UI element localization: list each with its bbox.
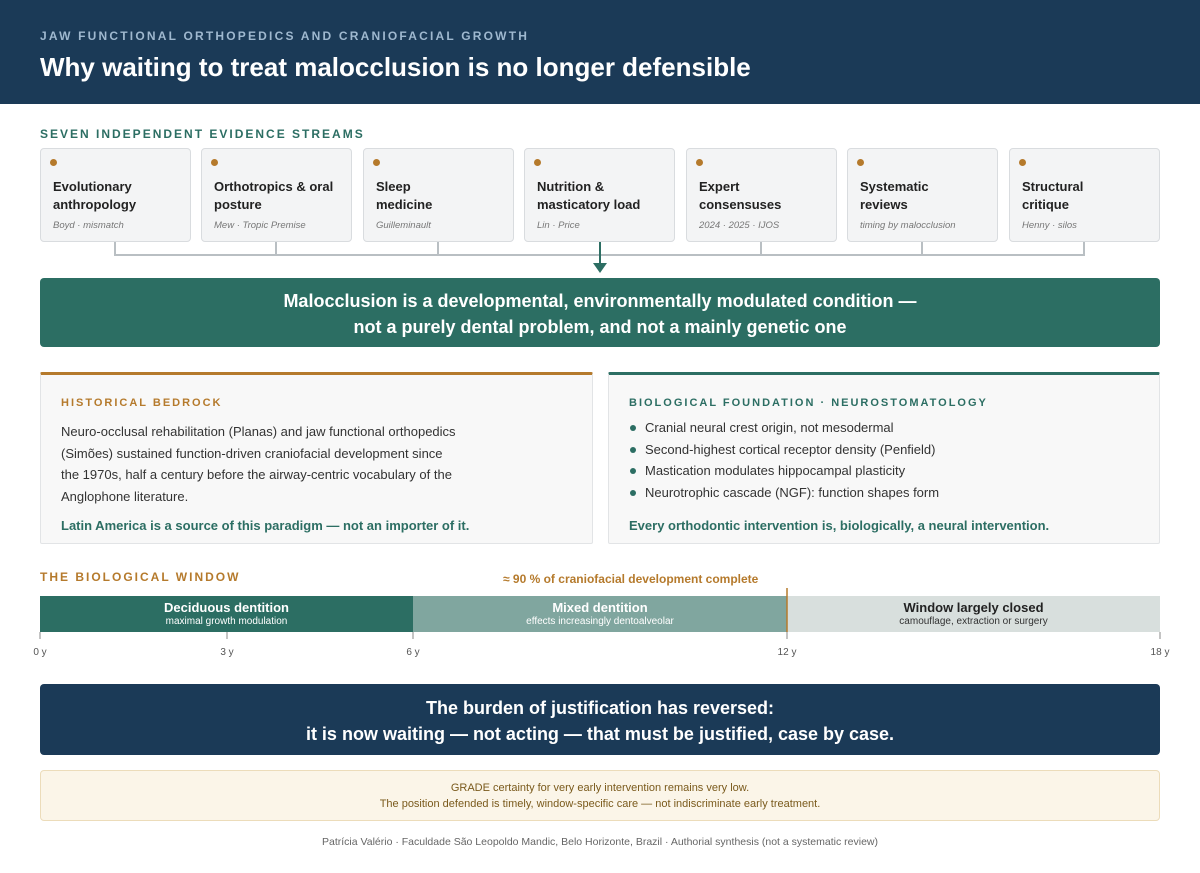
- tick-label: 18 y: [1150, 647, 1170, 658]
- evidence-card-expert-consensuses: [686, 148, 837, 242]
- segment-name: Mixed dentition: [552, 600, 648, 615]
- evidence-card-systematic-reviews: [847, 148, 998, 242]
- biological-emphasis: Every orthodontic intervention is, biologically, a neural intervention.: [629, 518, 1050, 533]
- evidence-card-source: Mew · Tropic Premise: [214, 220, 306, 231]
- bullet-dot-icon: [211, 159, 218, 166]
- evidence-card-source: Lin · Price: [537, 220, 580, 231]
- evidence-card-evolutionary-anthropology: [40, 148, 191, 242]
- evidence-card-source: timing by malocclusion: [860, 220, 956, 231]
- window-section-label: THE BIOLOGICAL WINDOW: [40, 570, 241, 584]
- biological-foundation-panel: [608, 372, 1160, 544]
- evidence-card-structural-critique: [1009, 148, 1160, 242]
- segment-name: Window largely closed: [903, 600, 1044, 615]
- conclusion-line-2: not a purely dental problem, and not a mainly genetic one: [353, 317, 847, 337]
- evidence-card-source: Henny · silos: [1022, 220, 1077, 231]
- evidence-card-title: Nutrition & masticatory load: [537, 179, 641, 212]
- evidence-card-source: Guilleminault: [376, 220, 431, 231]
- down-arrow-icon: [593, 263, 607, 273]
- evidence-connector: [0, 242, 1200, 278]
- segment-description: effects increasingly dentoalveolar: [526, 616, 674, 627]
- list-item: Second-highest cortical receptor density (Penfield): [629, 439, 939, 461]
- bullet-dot-icon: [696, 159, 703, 166]
- conclusion-line-1: Malocclusion is a developmental, environmentally modulated condition —: [283, 291, 917, 311]
- biological-label: BIOLOGICAL FOUNDATION · NEUROSTOMATOLOGY: [629, 397, 988, 409]
- tick-label: 12 y: [777, 647, 797, 658]
- header-banner: [0, 0, 1200, 104]
- timeline-axis: [0, 586, 1200, 642]
- tick-label: 3 y: [220, 647, 234, 658]
- evidence-card-sleep-medicine: [363, 148, 514, 242]
- tick-label: 0 y: [33, 647, 47, 658]
- historical-emphasis: Latin America is a source of this paradigm — not an importer of it.: [61, 518, 470, 533]
- bullet-dot-icon: [373, 159, 380, 166]
- segment-description: maximal growth modulation: [165, 616, 288, 627]
- list-item: Cranial neural crest origin, not mesodermal: [629, 417, 939, 439]
- burden-banner: [40, 684, 1160, 755]
- footer-credit: Patrícia Valério · Faculdade São Leopoldo Mandic, Belo Horizonte, Brazil · Authorial synthesis (not a systematic review): [322, 836, 878, 848]
- evidence-card-title: Systematic reviews: [860, 179, 929, 212]
- bullet-dot-icon: [857, 159, 864, 166]
- biological-bullet-list: [629, 417, 939, 504]
- tick-label: 6 y: [406, 647, 420, 658]
- list-item: Neurotrophic cascade (NGF): function shapes form: [629, 482, 939, 504]
- historical-label: HISTORICAL BEDROCK: [61, 397, 223, 409]
- bullet-dot-icon: [1019, 159, 1026, 166]
- evidence-card-nutrition: [524, 148, 675, 242]
- grade-line-1: GRADE certainty for very early intervention remains very low.: [450, 782, 750, 794]
- evidence-card-orthotropics: [201, 148, 352, 242]
- evidence-card-source: Boyd · mismatch: [53, 220, 124, 231]
- evidence-card-title: Orthotropics & oral posture: [214, 179, 334, 212]
- grade-line-2: The position defended is timely, window-specific care — not indiscriminate early treatment.: [379, 798, 821, 810]
- evidence-section-label: SEVEN INDEPENDENT EVIDENCE STREAMS: [40, 127, 365, 141]
- list-item: Mastication modulates hippocampal plasticity: [629, 460, 939, 482]
- bullet-dot-icon: [534, 159, 541, 166]
- historical-body: Neuro-occlusal rehabilitation (Planas) and jaw functional orthopedics (Simões) sustained function-driven craniofacial development since the 1970s, half a century before the airway-centric vocabulary of the Anglophone literature.: [61, 424, 456, 505]
- grade-note: [40, 770, 1160, 821]
- burden-line-1: The burden of justification has reversed:: [425, 698, 775, 718]
- evidence-card-title: Evolutionary anthropology: [53, 179, 137, 212]
- evidence-card-title: Structural critique: [1022, 179, 1084, 212]
- segment-name: Deciduous dentition: [164, 600, 289, 615]
- historical-bedrock-panel: [40, 372, 593, 544]
- evidence-card-title: Sleep medicine: [376, 179, 433, 212]
- development-threshold-annotation: ≈ 90 % of craniofacial development complete: [503, 572, 759, 586]
- burden-line-2: it is now waiting — not acting — that must be justified, case by case.: [305, 724, 895, 744]
- evidence-card-source: 2024 · 2025 · IJOS: [699, 220, 780, 231]
- bullet-dot-icon: [50, 159, 57, 166]
- segment-description: camouflage, extraction or surgery: [899, 616, 1048, 627]
- evidence-card-title: Expert consensuses: [699, 179, 782, 212]
- page-title: Why waiting to treat malocclusion is no longer defensible: [40, 52, 751, 82]
- header-kicker: JAW FUNCTIONAL ORTHOPEDICS AND CRANIOFACIAL GROWTH: [40, 29, 530, 43]
- conclusion-banner: [40, 278, 1160, 347]
